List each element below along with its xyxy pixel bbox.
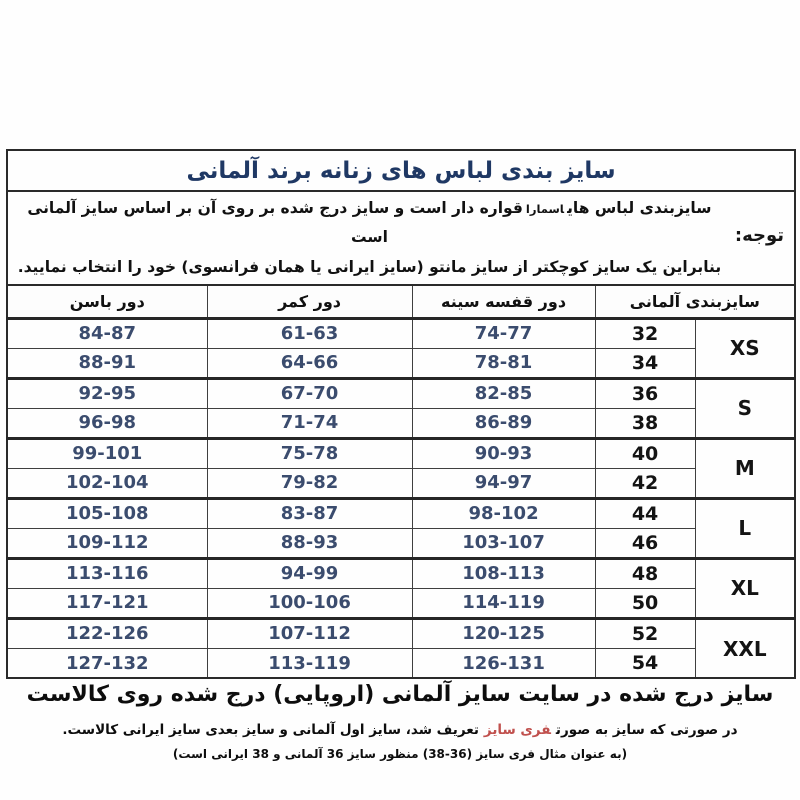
size-number: 34 <box>595 348 695 378</box>
size-number: 50 <box>595 588 695 618</box>
hips-value: 92-95 <box>7 378 207 408</box>
hips-value: 109-112 <box>7 528 207 558</box>
size-letter: S <box>695 378 795 438</box>
chest-value: 108-113 <box>412 558 595 588</box>
size-number: 32 <box>595 318 695 348</box>
size-letter: XXL <box>695 618 795 678</box>
waist-value: 71-74 <box>207 408 412 438</box>
hips-value: 117-121 <box>7 588 207 618</box>
footer-line-1: سایز درج شده در سایت سایز آلمانی (اروپایی) درج شده روی کالاست <box>26 682 774 707</box>
footer <box>0 682 800 761</box>
header-chest: دور قفسه سینه <box>412 285 595 318</box>
size-letter: XL <box>695 558 795 618</box>
size-number: 46 <box>595 528 695 558</box>
waist-value: 88-93 <box>207 528 412 558</box>
footer-line-3: (به عنوان مثال فری سایز (36-38) منظور سایز 36 آلمانی و 38 ایرانی است) <box>172 747 628 761</box>
size-number: 54 <box>595 648 695 678</box>
page-title: سایز بندی لباس های زنانه برند آلمانی <box>7 150 795 191</box>
table-row <box>7 498 795 528</box>
chest-value: 126-131 <box>412 648 595 678</box>
chest-value: 94-97 <box>412 468 595 498</box>
hips-value: 84-87 <box>7 318 207 348</box>
note-cell <box>7 191 795 285</box>
hips-value: 105-108 <box>7 498 207 528</box>
table-row <box>7 348 795 378</box>
size-number: 52 <box>595 618 695 648</box>
chest-value: 114-119 <box>412 588 595 618</box>
chest-value: 98-102 <box>412 498 595 528</box>
chest-value: 90-93 <box>412 438 595 468</box>
note-line1-pre: سایزبندی لباس های <box>567 199 712 217</box>
table-row <box>7 318 795 348</box>
hips-value: 127-132 <box>7 648 207 678</box>
footer-line2-pre: در صورتی که سایز به صورت <box>555 722 738 738</box>
size-chart-table <box>6 149 796 679</box>
table-row <box>7 558 795 588</box>
table-row <box>7 528 795 558</box>
chest-value: 78-81 <box>412 348 595 378</box>
table-row <box>7 618 795 648</box>
table-row <box>7 648 795 678</box>
note-label: توجه: <box>734 224 785 246</box>
header-german-sizing: سایزبندی آلمانی <box>595 285 795 318</box>
waist-value: 94-99 <box>207 558 412 588</box>
waist-value: 113-119 <box>207 648 412 678</box>
size-number: 48 <box>595 558 695 588</box>
footer-line2-post: تعریف شد، سایز اول آلمانی و سایز بعدی سایز ایرانی کالاست. <box>62 722 479 738</box>
size-letter: XS <box>695 318 795 378</box>
brand-name: اسمارا <box>525 202 565 216</box>
waist-value: 100-106 <box>207 588 412 618</box>
table-row <box>7 588 795 618</box>
hips-value: 102-104 <box>7 468 207 498</box>
table-row <box>7 408 795 438</box>
header-hips: دور باسن <box>7 285 207 318</box>
hips-value: 113-116 <box>7 558 207 588</box>
footer-line-2 <box>0 722 800 738</box>
waist-value: 83-87 <box>207 498 412 528</box>
hips-value: 122-126 <box>7 618 207 648</box>
size-number: 40 <box>595 438 695 468</box>
note-text <box>14 194 725 282</box>
size-number: 38 <box>595 408 695 438</box>
size-letter: M <box>695 438 795 498</box>
chest-value: 82-85 <box>412 378 595 408</box>
table-row <box>7 468 795 498</box>
title-row <box>7 150 795 191</box>
size-letter: L <box>695 498 795 558</box>
waist-value: 107-112 <box>207 618 412 648</box>
waist-value: 75-78 <box>207 438 412 468</box>
table-row <box>7 438 795 468</box>
size-number: 44 <box>595 498 695 528</box>
chest-value: 74-77 <box>412 318 595 348</box>
size-number: 36 <box>595 378 695 408</box>
note-wrap <box>14 194 788 282</box>
waist-value: 61-63 <box>207 318 412 348</box>
note-row <box>7 191 795 285</box>
note-line-2: بنابراین یک سایز کوچکتر از سایز مانتو (سایز ایرانی یا همان فرانسوی) خود را انتخاب نمایید. <box>17 257 722 276</box>
chest-value: 103-107 <box>412 528 595 558</box>
header-row <box>7 285 795 318</box>
size-number: 42 <box>595 468 695 498</box>
hips-value: 99-101 <box>7 438 207 468</box>
waist-value: 79-82 <box>207 468 412 498</box>
hips-value: 96-98 <box>7 408 207 438</box>
footer-line2-highlight: فری سایز <box>483 722 551 738</box>
header-waist: دور کمر <box>207 285 412 318</box>
waist-value: 64-66 <box>207 348 412 378</box>
note-line1-post: قواره دار است و سایز درج شده بر روی آن بر اساس سایز آلمانی است <box>27 199 523 247</box>
chest-value: 120-125 <box>412 618 595 648</box>
hips-value: 88-91 <box>7 348 207 378</box>
waist-value: 67-70 <box>207 378 412 408</box>
table-row <box>7 378 795 408</box>
note-line-1 <box>14 194 725 253</box>
chest-value: 86-89 <box>412 408 595 438</box>
